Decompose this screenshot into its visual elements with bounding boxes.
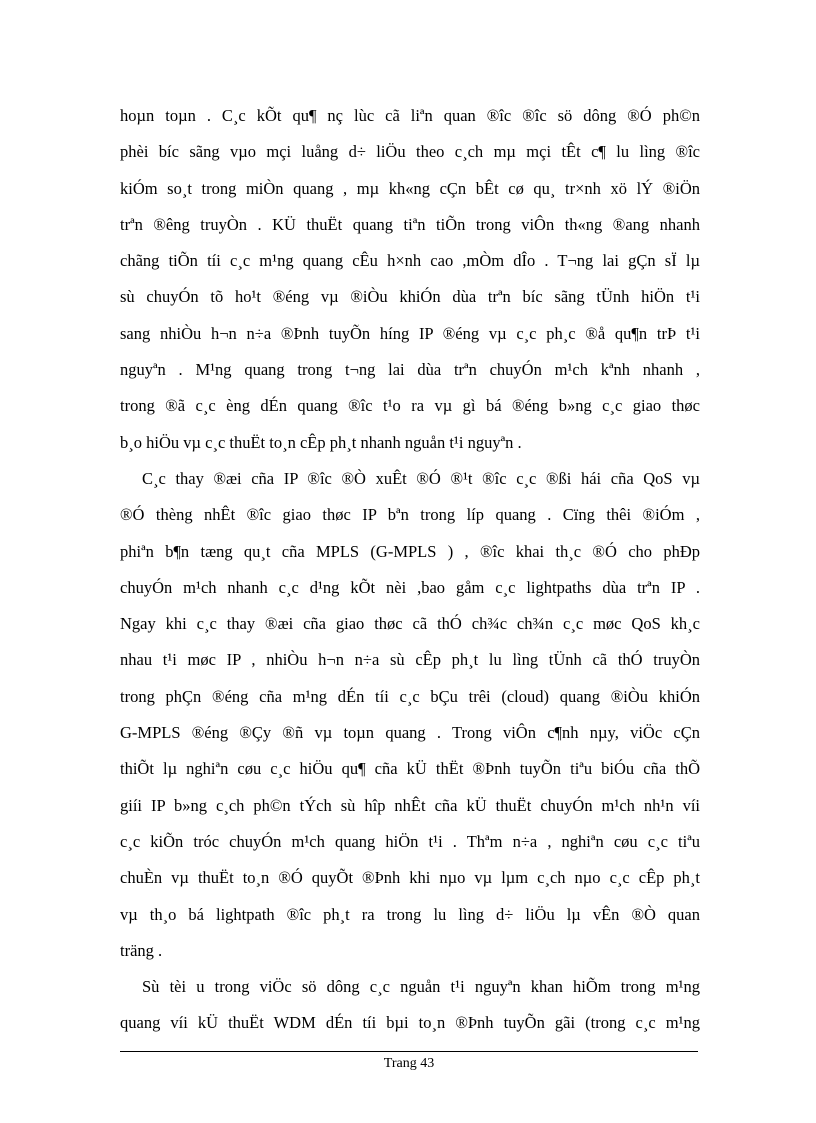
- text-line: trong ®ã c¸c èng dÉn quang ®îc t¹o ra vµ gì bá ®éng b»ng c¸c giao thøc: [120, 396, 700, 416]
- text-line: Sù tèi u trong viÖc sö dông c¸c nguån t¹i nguyªn khan hiÕm trong m¹ng: [142, 977, 700, 997]
- text-line: träng .: [120, 940, 163, 960]
- text-line: phiªn b¶n tæng qu¸t cña MPLS (G-MPLS ) , ®îc khai th¸c ®Ó cho phÐp: [120, 541, 700, 561]
- text-line: ®Ó thèng nhÊt ®îc giao thøc IP bªn trong líp quang . Cïng thêi ®iÓm ,: [120, 505, 700, 525]
- text-line: c¸c kiÕn tróc chuyÓn m¹ch quang hiÖn t¹i . Thªm n÷a , nghiªn cøu c¸c tiªu: [120, 831, 700, 851]
- page-number: Trang 43: [383, 1056, 435, 1071]
- text-line: chuyÓn m¹ch nhanh c¸c d¹ng kÕt nèi ,bao gåm c¸c lightpaths dùa trªn IP .: [120, 577, 700, 597]
- text-line: chãng tiÕn tíi c¸c m¹ng quang cÊu h×nh cao ,mÒm dÎo . T¬ng lai gÇn sÏ lµ: [120, 251, 700, 271]
- text-line: hoµn toµn . C¸c kÕt qu¶ nç lùc cã liªn quan ®îc ®îc sö dông ®Ó ph©n: [120, 106, 700, 125]
- text-line: vµ th¸o bá lightpath ®îc ph¸t ra trong lu lìng d÷ liÖu lµ vÊn ®Ò quan: [120, 904, 700, 924]
- text-line: Ngay khi c¸c thay ®æi cña giao thøc cã thÓ ch¾c ch¾n c¸c møc QoS kh¸c: [120, 614, 700, 634]
- text-line: trong phÇn ®éng cña m¹ng dÉn tíi c¸c bÇu trêi (cloud) quang ®iÒu khiÓn: [120, 686, 700, 706]
- text-line: trªn ®êng truyÒn . KÜ thuËt quang tiªn tiÕn trong viÔn th«ng ®ang nhanh: [120, 214, 700, 234]
- footer-divider: [120, 1051, 698, 1052]
- text-line: nhau t¹i møc IP , nhiÒu h¬n n÷a sù cÊp ph¸t lu lìng tÜnh cã thÓ truyÒn: [120, 650, 700, 670]
- text-line: chuÈn vµ thuËt to¸n ®Ó quyÕt ®Þnh khi nµo vµ lµm c¸ch nµo c¸c cÊp ph¸t: [120, 868, 700, 888]
- text-line: phèi bíc sãng vµo mçi luång d÷ liÖu theo c¸ch mµ mçi tÊt c¶ lu lìng ®îc: [120, 142, 700, 162]
- text-line: b¸o hiÖu vµ c¸c thuËt to¸n cÊp ph¸t nhanh nguån t¹i nguyªn .: [120, 432, 522, 452]
- text-line: giíi IP b»ng c¸ch ph©n tÝch sù hîp nhÊt cña kÜ thuËt chuyÓn m¹ch nh¹n víi: [120, 795, 700, 815]
- text-line: sù chuyÓn tõ ho¹t ®éng vµ ®iÒu khiÓn dùa trªn bíc sãng tÜnh hiÖn t¹i: [120, 287, 700, 307]
- text-line: G-MPLS ®éng ®Çy ®ñ vµ toµn quang . Trong viÔn c¶nh nµy, viÖc cÇn: [120, 723, 700, 743]
- text-line: quang víi kÜ thuËt WDM dÉn tíi bµi to¸n ®Þnh tuyÕn gãi (trong c¸c m¹ng: [120, 1013, 700, 1033]
- text-line: thiÕt lµ nghiªn cøu c¸c hiÖu qu¶ cña kÜ thËt ®Þnh tuyÕn tiªu biÓu cña thÕ: [120, 759, 700, 779]
- text-line: nguyªn . M¹ng quang trong t¬ng lai dùa trªn chuyÓn m¹ch kªnh nhanh ,: [120, 360, 700, 380]
- text-line: C¸c thay ®æi cña IP ®îc ®Ò xuÊt ®Ó ®¹t ®îc c¸c ®ßi hái cña QoS vµ: [142, 468, 700, 488]
- text-line: kiÓm so¸t trong miÒn quang , mµ kh«ng cÇn bÊt cø qu¸ tr×nh xö lÝ ®iÖn: [120, 178, 700, 198]
- body-text: [120, 98, 700, 1042]
- text-line: sang nhiÒu h¬n n÷a ®Þnh tuyÕn híng IP ®éng vµ c¸c ph¸c ®å qu¶n trÞ t¹i: [120, 323, 700, 343]
